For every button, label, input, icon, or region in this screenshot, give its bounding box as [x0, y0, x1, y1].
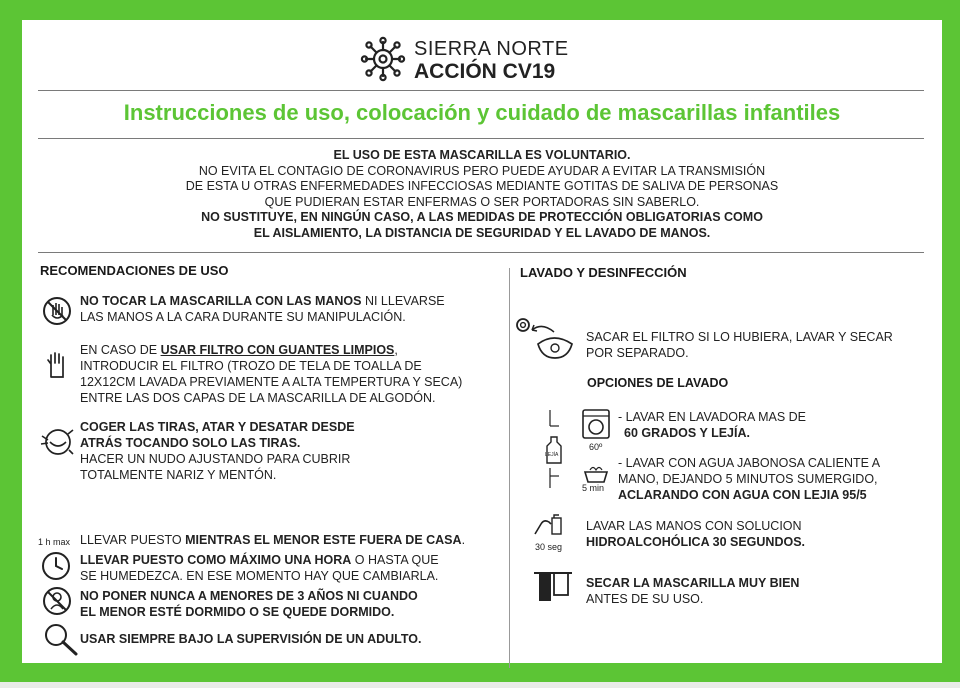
column-divider: [509, 268, 510, 668]
no-touch-mask-icon: [42, 296, 72, 326]
text: EN CASO DE: [80, 343, 161, 357]
thirty-seconds-label: 30 seg: [535, 542, 563, 552]
intro-line: EL USO DE ESTA MASCARILLA ES VOLUNTARIO.: [333, 148, 631, 162]
title-rule: [38, 138, 924, 139]
text: - LAVAR EN LAVADORA MAS DE: [618, 410, 807, 424]
text: O HASTA QUE: [351, 553, 439, 567]
washing-heading: LAVADO Y DESINFECCIÓN: [520, 265, 687, 280]
text: LAS MANOS A LA CARA DURANTE SU MANIPULACIÓN.: [80, 310, 406, 324]
text: SACAR EL FILTRO SI LO HUBIERA, LAVAR Y SECAR: [586, 330, 893, 344]
recommendations-heading: RECOMENDACIONES DE USO: [40, 263, 229, 278]
text-bold: NO TOCAR LA MASCARILLA CON LAS MANOS: [80, 294, 362, 308]
instructions-card: [22, 20, 942, 663]
text: SE HUMEDEZCA. EN ESE MOMENTO HAY QUE CAMBIARLA.: [80, 569, 439, 583]
text: - LAVAR CON AGUA JABONOSA CALIENTE A: [618, 456, 881, 470]
intro-line: DE ESTA U OTRAS ENFERMEDADES INFECCIOSAS MEDIANTE GOTITAS DE SALIVA DE PERSONAS: [185, 179, 779, 193]
hand-sanitizer-icon: [532, 512, 564, 538]
text: INTRODUCIR EL FILTRO (TROZO DE TELA DE TOALLA DE: [80, 359, 422, 373]
no-children-icon: [42, 586, 72, 616]
text-bold: USAR FILTRO CON GUANTES LIMPIOS: [160, 343, 395, 357]
intro-line: NO EVITA EL CONTAGIO DE CORONAVIRUS PERO PUEDE AYUDAR A EVITAR LA TRANSMISIÓN: [198, 163, 766, 178]
temperature-label: 60º: [589, 442, 603, 452]
text: 12X12CM LAVADA PREVIAMENTE A ALTA TEMPERTURA Y SECA): [80, 375, 463, 389]
text-bold: SECAR LA MASCARILLA MUY BIEN: [586, 576, 800, 590]
intro-paragraph: [22, 148, 942, 241]
remove-filter-icon: [514, 316, 578, 370]
text-bold: EL MENOR ESTÉ DORMIDO O SE QUEDE DORMIDO.: [80, 605, 395, 619]
recommendation-filter: [80, 342, 462, 406]
glove-icon: [44, 350, 70, 380]
text-bold: ATRÁS TOCANDO SOLO LAS TIRAS.: [80, 436, 301, 450]
page-title: Instrucciones de uso, colocación y cuidado de mascarillas infantiles: [123, 100, 841, 125]
recommendation-no-touch: [80, 293, 445, 325]
magnifier-icon: [42, 622, 82, 658]
intro-rule: [38, 252, 924, 253]
text-bold: USAR SIEMPRE BAJO LA SUPERVISIÓN DE UN ADULTO.: [80, 632, 422, 646]
tie-mask-icon: [38, 424, 76, 462]
recommendation-outside: [80, 532, 465, 548]
wash-hands-instruction: [586, 518, 805, 550]
top-rule: [38, 90, 924, 91]
text-bold: MIENTRAS EL MENOR ESTE FUERA DE CASA: [185, 533, 462, 547]
recommendation-supervision: [80, 631, 421, 647]
text-bold: COGER LAS TIRAS, ATAR Y DESATAR DESDE: [80, 420, 355, 434]
logo: [360, 34, 600, 84]
intro-line: QUE PUDIERAN ESTAR ENFERMAS O SER PORTADORAS SIN SABERLO.: [264, 194, 700, 209]
text: ENTRE LAS DOS CAPAS DE LA MASCARILLA DE ALGODÓN.: [80, 391, 436, 405]
clock-icon: [40, 550, 72, 582]
drying-rack-icon: [532, 568, 574, 606]
text-bold: LLEVAR PUESTO COMO MÁXIMO UNA HORA: [80, 553, 352, 567]
recommendation-max-hour: [80, 552, 439, 584]
wash-option-hand: [618, 455, 880, 503]
text: LAVAR LAS MANOS CON SOLUCION: [586, 519, 802, 533]
text: ANTES DE SU USO.: [586, 592, 704, 606]
bleach-bottle-icon: [544, 435, 564, 465]
wash-option-machine: [618, 409, 806, 441]
virus-logo-icon: [360, 36, 406, 82]
wash-options-heading: OPCIONES DE LAVADO: [587, 376, 729, 390]
one-hour-label: 1 h max: [38, 537, 71, 547]
washing-machine-icon: [581, 408, 611, 440]
five-minutes-label: 5 min: [582, 483, 605, 493]
intro-line: EL AISLAMIENTO, LA DISTANCIA DE SEGURIDAD Y EL LAVADO DE MANOS.: [253, 225, 711, 240]
text-bold: 60 GRADOS Y LEJÍA.: [624, 426, 750, 440]
recommendation-ties: [80, 419, 355, 483]
intro-line: NO SUSTITUYE, EN NINGÚN CASO, A LAS MEDIDAS DE PROTECCIÓN OBLIGATORIAS COMO: [201, 210, 763, 224]
wash-filter-separately: [586, 329, 893, 361]
bleach-label: LEJÍA: [545, 452, 559, 458]
logo-line-2: ACCIÓN CV19: [414, 60, 556, 83]
text: NI LLEVARSE: [361, 294, 445, 308]
text: MANO, DEJANDO 5 MINUTOS SUMERGIDO,: [618, 472, 878, 486]
text-bold: ACLARANDO CON AGUA CON LEJIA 95/5: [618, 488, 867, 502]
hand-wash-basin-icon: [582, 464, 610, 484]
text: .: [461, 533, 466, 547]
text: LLEVAR PUESTO: [80, 533, 186, 547]
recommendation-under-three: [80, 588, 418, 620]
text: HACER UN NUDO AJUSTANDO PARA CUBRIR: [80, 452, 351, 466]
dry-mask-instruction: [586, 575, 799, 607]
text: POR SEPARADO.: [586, 346, 689, 360]
bottom-strip: [0, 682, 960, 688]
text: TOTALMENTE NARIZ Y MENTÓN.: [80, 468, 277, 482]
text: ,: [394, 343, 398, 357]
text-bold: NO PONER NUNCA A MENORES DE 3 AÑOS NI CUANDO: [80, 589, 418, 603]
text-bold: HIDROALCOHÓLICA 30 SEGUNDOS.: [586, 535, 806, 549]
logo-line-1: SIERRA NORTE: [414, 38, 569, 60]
